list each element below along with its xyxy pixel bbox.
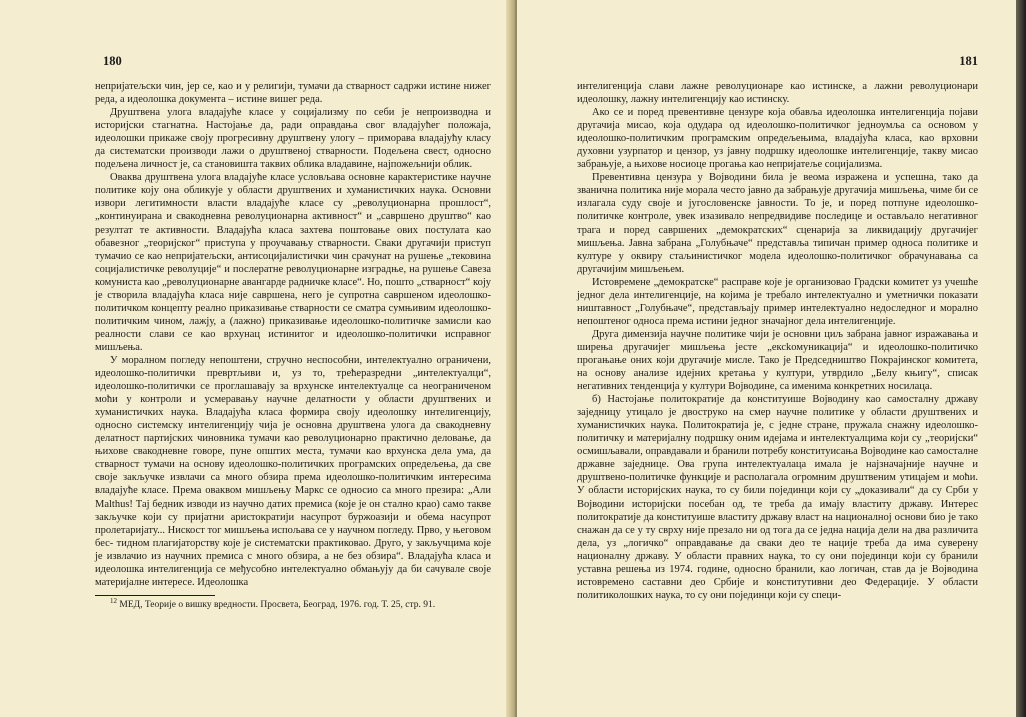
footnote-text: МЕД, Теорије о вишку вредности. Просвета, Београд, 1976. год. Т. 25, стр. 91. — [119, 599, 436, 610]
book-edge-right — [1016, 0, 1026, 717]
paragraph: У моралном погледу непоштени, стручно неспособни, интелектуално ограничени, идеолошко-политички превртљиви и, уз то, трећеразредни „интелектуалци“, идеолошко-политички се проглашавају за врхунске интелектуалце са неограниченом моћи у контроли и усмеравању научне делатности у области друштвених и хуманистичких наука. Владајућа класа формира своју идеолошку интелигенцију, односно системску интелигенцију чија је основна друштвена улога да свакодневну делатност партијских чиновника тумачи као револуционарно практично деловање, да њихове свакодневне говоре, пуне општих места, тумачи као врхунска дела ума, да стварност тумачи на основу идеолошко-политичких програмских опредељења, да све своје закључке извлачи са много обзира према идеолошко-политичким интересима владајуће класе. Према оваквом мишљењу Маркс се односио са много презира: „Али Malthus! Тај бедник изводи из научно датих премиса (које је он стално крао) само такве закључке који су пријатни аристократији насупрот буржоазији и обема насупрот пролетаријату... Нискост тог мишљења испољава се у научном погледу. Прво, у његовом бес- тидном плагијаторству које је систематски практиковао. Друго, у закључцима које је извлачио из научних премиса с много обзира, а не без обзира“. Владајућа класа и идеолошка интелигенција се међусобно интелектуално обмањују да би сачувале своје материјалне интересе. Идеолошка — [95, 354, 491, 588]
paragraph: Ако се и поред превентивне цензуре која обавља идеолошка интелигенција појави другачија мисао, која одудара од идеолошко-политичког једноумља са основом у идеолошко-политичким програмским опредељењима, владајућа класа, као врховни духовни узурпатор и цензор, уз јавну подршку идеолошке интелигенције, такву мисао забрањује, а њихове носиоце прогања као непријатеље социјализма. — [577, 107, 978, 171]
right-page-text — [577, 80, 978, 602]
left-page — [0, 0, 511, 717]
paragraph: Друштвена улога владајуће класе у социјализму по себи је непроизводна и историјски стагнатна. Настојање да, ради оправдања свог владајућег положаја, идеолошки прикаже своју прогресивну друштвену улогу – приморава владајућу класу да систематски производи лажи о друштвеној стварности. Подељена свест, односно подељена личност је, са становишта таквих облика владавине, најпожељнији облик. — [95, 107, 491, 171]
paragraph: Оваква друштвена улога владајуће класе условљава основне карактеристике научне политике коју она обликује у области друштвених и хуманистичких наука. Основни извори легитимности власти владајуће класе су „револуционарна прошлост“, „континуирана и свакодневна револуционарна активност“ и „савршено друштво“ као резултат те активности. Владајућа класа захтева поштовање ових постулата као обавезног „теоријског“ приступа у проучавању стварности. Сваки другачији приступ тумачио се као непријатељски, антисоцијалистички чин срачунат на рушење „тековина социјалистичке револуције“ и послератне револуционарне изградње, на рушење Савеза комуниста као „револуционарне авангарде радничке класе“. Но, пошто „стварност“ коју је створила владајућа класа није савршена, него је супротна савршеном идеолошко-политичком концепту реално приказивање стварности се сматра сумњивим идеолошко-политичким чином, лажју, а (лажно) приказивање идеолошко-политичке замисли као реалности слави се као врхунац истинитог и идеолошко-политички исправног мишљења. — [95, 172, 491, 353]
footnote — [95, 596, 491, 611]
right-page — [517, 0, 1026, 717]
paragraph: Друга димензија научне политике чији је основни циљ забрана јавног изражавања и ширења другачијег мишљења јесте „ексkомуникација“ и идеолошко-политичко прогањање оних који другачије мисле. Тако је Председништво Покрајинског комитета, на основу анализе идејних кретања у култури, утврдило „Белу књигу“, списак негативних тенденција у култури Војводине, са именима конкретних носилаца. — [577, 328, 978, 393]
paragraph: Превентивна цензура у Војводини била је веома изражена и успешна, тако да званична политика није морала често јавно да забрањује другачија мишљења, чиме би се излагала суду своје и југословенске јавности. То је, и поред потпуне идеолошко-политичке контроле, увек изазивало непредвидиве последице и остављало негативног трага и поред савршених „демократских“ сценарија за ликвидацију другачијег мишљења. Јавна забрана „Голубњаче“ представља типичан пример односа политике и културе у оквиру стаљинистичког модела идеолошко-политичког обрачунавања са другачијим мишљењем. — [577, 172, 978, 275]
footnote-marker: 12 — [110, 596, 117, 605]
footnote-separator — [95, 595, 215, 596]
paragraph: непријатељски чин, јер се, као и у религији, тумачи да стварност садржи истине нижег реда, а идеолошка документа – истине вишег реда. — [95, 81, 491, 106]
paragraph: б) Настојање политократије да конституише Војводину као самосталну државу заједницу утицало је двоструко на смер научне политике у области друштвених и хуманистичких наука. Политократија је, с једне стране, пружала снажну идеолошко-политичку и материјалну подршку оним идејама и интелектуалцима који су „теоријски“ осмишљавали, оправдавали и бранили потребу конституисања Војводине као самосталне државне заједнице. Ова група интелектуалаца имала је најзначајније научне и друштвено-политичке функције и располагала огромним друштвеним утицајем и моћи. У области историјских наука, то су били појединци који су „доказивали“ да су Срби у Војводини историјски посебан од, те треба да имају властиту државу. Интерес политократије да конституише властиту државу власт на националној основи био је тако снажан да се у ту сврху није презало ни од тога да се једна нација дели на два различита дела, уз „логичко“ оправдавање да сваки део те нације треба да има суверену националну државу. У области правних наука, то су они појединци који су бранили уставна решења из 1974. године, односно бранили, као логичан, став да је Војводина истовремено саставни део Србије и конститутивни део Федерације. У области политиколошких наука, то су они појединци који су специ- — [577, 394, 978, 601]
page-number-left: 180 — [103, 54, 122, 68]
paragraph: Истовремене „демократске“ расправе које је организовао Градски комитет уз учешће једног дела интелигенције, на којима је требало интелектуално и уметнички показати ништавност „Голубњаче“, представљају пример интелектуално недоследног и морално непоштеног односа према истини једног значајног дела интелигенције. — [577, 276, 978, 327]
left-page-text — [95, 80, 491, 611]
page-number-right: 181 — [959, 54, 978, 68]
paragraph: интелигенција слави лажне револуционаре као истинске, а лажни револуционари идеолошку, лажну интелигенцију као истинску. — [577, 81, 978, 106]
